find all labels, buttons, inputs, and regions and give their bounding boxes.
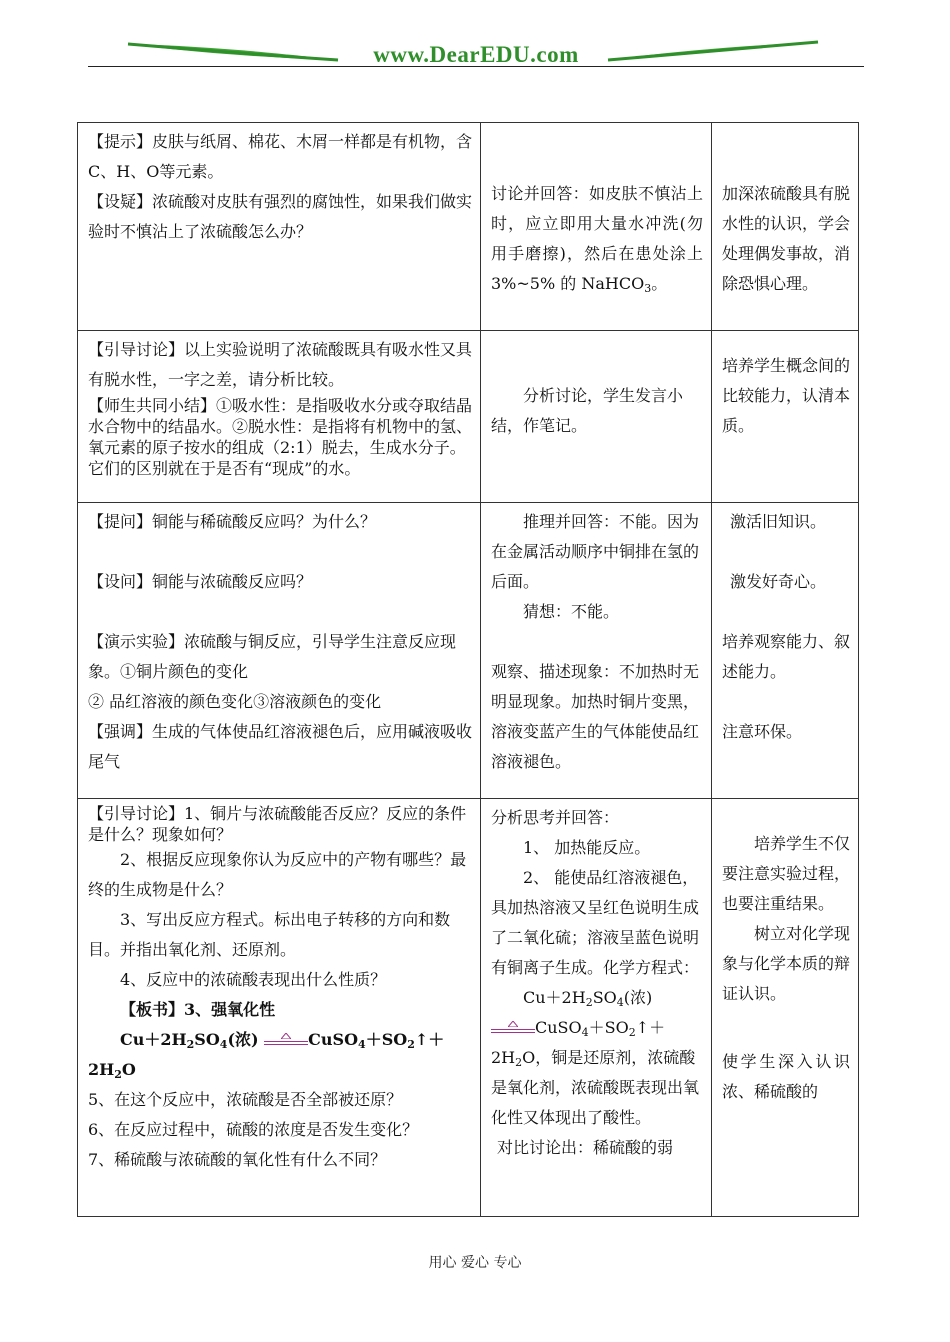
teacher-text: 【设问】铜能与浓硫酸反应吗？ bbox=[88, 572, 313, 591]
board-heading: 【板书】3、强氧化性 bbox=[120, 1000, 276, 1019]
heating-arrow-icon bbox=[491, 1022, 535, 1036]
intent-text: 加深浓硫酸具有脱水性的认识，学会处理偶发事故，消除恐惧心理。 bbox=[722, 184, 851, 293]
intent-text: 激活旧知识。 bbox=[730, 512, 827, 531]
site-logo-text[interactable]: www.DearEDU.com bbox=[373, 42, 579, 67]
teacher-text: 【引导讨论】以上实验说明了浓硫酸既具有吸水性又具有脱水性，一字之差，请分析比较。 bbox=[88, 340, 473, 389]
student-activity-cell bbox=[481, 331, 712, 503]
design-intent-cell bbox=[712, 331, 859, 503]
table-row bbox=[78, 331, 859, 503]
teacher-text: 【强调】生成的气体使品红溶液褪色后，应用碱液吸收尾气 bbox=[88, 722, 473, 771]
student-text bbox=[491, 179, 703, 299]
page-footer: 用心 爱心 专心 bbox=[428, 1255, 522, 1271]
intent-text: 使学生深入认识浓、稀硫酸的 bbox=[722, 1052, 850, 1101]
student-text: 观察、描述现象：不加热时无明显现象。加热时铜片变黑，溶液变蓝产生的气体能使品红溶液褪色。 bbox=[491, 662, 700, 771]
heating-arrow-icon bbox=[264, 1034, 308, 1048]
table-row bbox=[78, 503, 859, 799]
design-intent-cell bbox=[712, 503, 859, 799]
teacher-text: 4、反应中的浓硫酸表现出什么性质？ bbox=[120, 970, 387, 989]
teacher-text: 【提问】铜能与稀硫酸反应吗？为什么？ bbox=[88, 512, 377, 531]
teacher-text: 3、写出反应方程式。标出电子转移的方向和数目。并指出氧化剂、还原剂。 bbox=[88, 910, 451, 959]
student-text-main: 讨论并回答：如皮肤不慎沾上时，应立即用大量水冲洗(勿用手磨擦)，然后在患处涂上 3%~5% 的 NaHCO bbox=[491, 184, 703, 293]
student-activity-cell bbox=[481, 503, 712, 799]
chemical-equation: $Cu+2H_2SO_4$(浓) $CuSO_4+SO_2↑+$ $2H_2O$，铜是还原剂，浓硫酸是氧化剂，浓硫酸既表现出氧化性又体现出了酸性。 bbox=[491, 988, 700, 1127]
student-text: 分析思考并回答： bbox=[491, 808, 620, 827]
teacher-text: ② 品红溶液的颜色变化③溶液颜色的变化 bbox=[88, 692, 382, 711]
teacher-text: 【演示实验】浓硫酸与铜反应，引导学生注意反应现象。①铜片颜色的变化 bbox=[88, 632, 457, 681]
teacher-text: 【设疑】浓硫酸对皮肤有强烈的腐蚀性，如果我们做实验时不慎沾上了浓硫酸怎么办？ bbox=[88, 192, 473, 241]
student-activity-cell bbox=[481, 799, 712, 1217]
page-header bbox=[88, 34, 864, 74]
student-text-tail: 。 bbox=[651, 274, 668, 293]
table-row bbox=[78, 123, 859, 331]
teacher-text: 7、稀硫酸与浓硫酸的氧化性有什么不同？ bbox=[88, 1150, 387, 1169]
student-text: 分析讨论，学生发言小结，作笔记。 bbox=[491, 386, 684, 435]
table-row bbox=[78, 799, 859, 1217]
intent-text: 培养观察能力、叙述能力。 bbox=[722, 632, 851, 681]
subscript: 3 bbox=[644, 282, 652, 295]
design-intent-cell bbox=[712, 123, 859, 331]
teacher-activity-cell bbox=[78, 799, 481, 1217]
teacher-text: 【提示】皮肤与纸屑、棉花、木屑一样都是有机物，含C、H、O等元素。 bbox=[88, 132, 473, 181]
teacher-activity-cell bbox=[78, 123, 481, 331]
teacher-text: 它们的区别就在于是否有“现成”的水。 bbox=[88, 459, 361, 478]
intent-text: 培养学生概念间的比较能力，认清本质。 bbox=[722, 356, 851, 435]
intent-text: 注意环保。 bbox=[722, 722, 803, 741]
header-divider bbox=[88, 66, 864, 67]
student-text: 猜想：不能。 bbox=[523, 602, 620, 621]
student-text: 2、 能使品红溶液褪色，具加热溶液又呈红色说明生成了二氧化硫；溶液呈蓝色说明有铜离子生成。化学方程式： bbox=[491, 868, 700, 977]
student-text: 1、 加热能反应。 bbox=[523, 838, 651, 857]
teacher-text: 【引导讨论】1、铜片与浓硫酸能否反应？反应的条件是什么？现象如何？ bbox=[88, 804, 467, 844]
teacher-text: 2、根据反应现象你认为反应中的产物有哪些？最终的生成物是什么？ bbox=[88, 850, 467, 899]
teacher-activity-cell bbox=[78, 331, 481, 503]
teacher-text: 6、在反应过程中，硫酸的浓度是否发生变化？ bbox=[88, 1120, 419, 1139]
intent-text: 激发好奇心。 bbox=[730, 572, 827, 591]
design-intent-cell bbox=[712, 799, 859, 1217]
teacher-text: 5、在这个反应中，浓硫酸是否全部被还原？ bbox=[88, 1090, 403, 1109]
student-activity-cell bbox=[481, 123, 712, 331]
teacher-text: 【师生共同小结】①吸水性：是指吸收水分或夺取结晶水合物中的结晶水。②脱水性：是指将有机物中的氢、氧元素的原子按水的组成（2:1）脱去，生成水分子。 bbox=[88, 396, 473, 457]
lesson-table bbox=[77, 122, 859, 1217]
intent-text: 培养学生不仅要注意实验过程，也要注重结果。 bbox=[722, 834, 851, 913]
chemical-equation: $Cu+2H_2SO_4$(浓) $CuSO_4+SO_2↑+$ $2H_2O$ bbox=[88, 1030, 445, 1081]
student-text: 推理并回答：不能。因为在金属活动顺序中铜排在氢的后面。 bbox=[491, 512, 700, 591]
student-text: 对比讨论出：稀硫酸的弱 bbox=[497, 1138, 674, 1157]
intent-text: 树立对化学现象与化学本质的辩证认识。 bbox=[722, 924, 851, 1003]
teacher-activity-cell bbox=[78, 503, 481, 799]
